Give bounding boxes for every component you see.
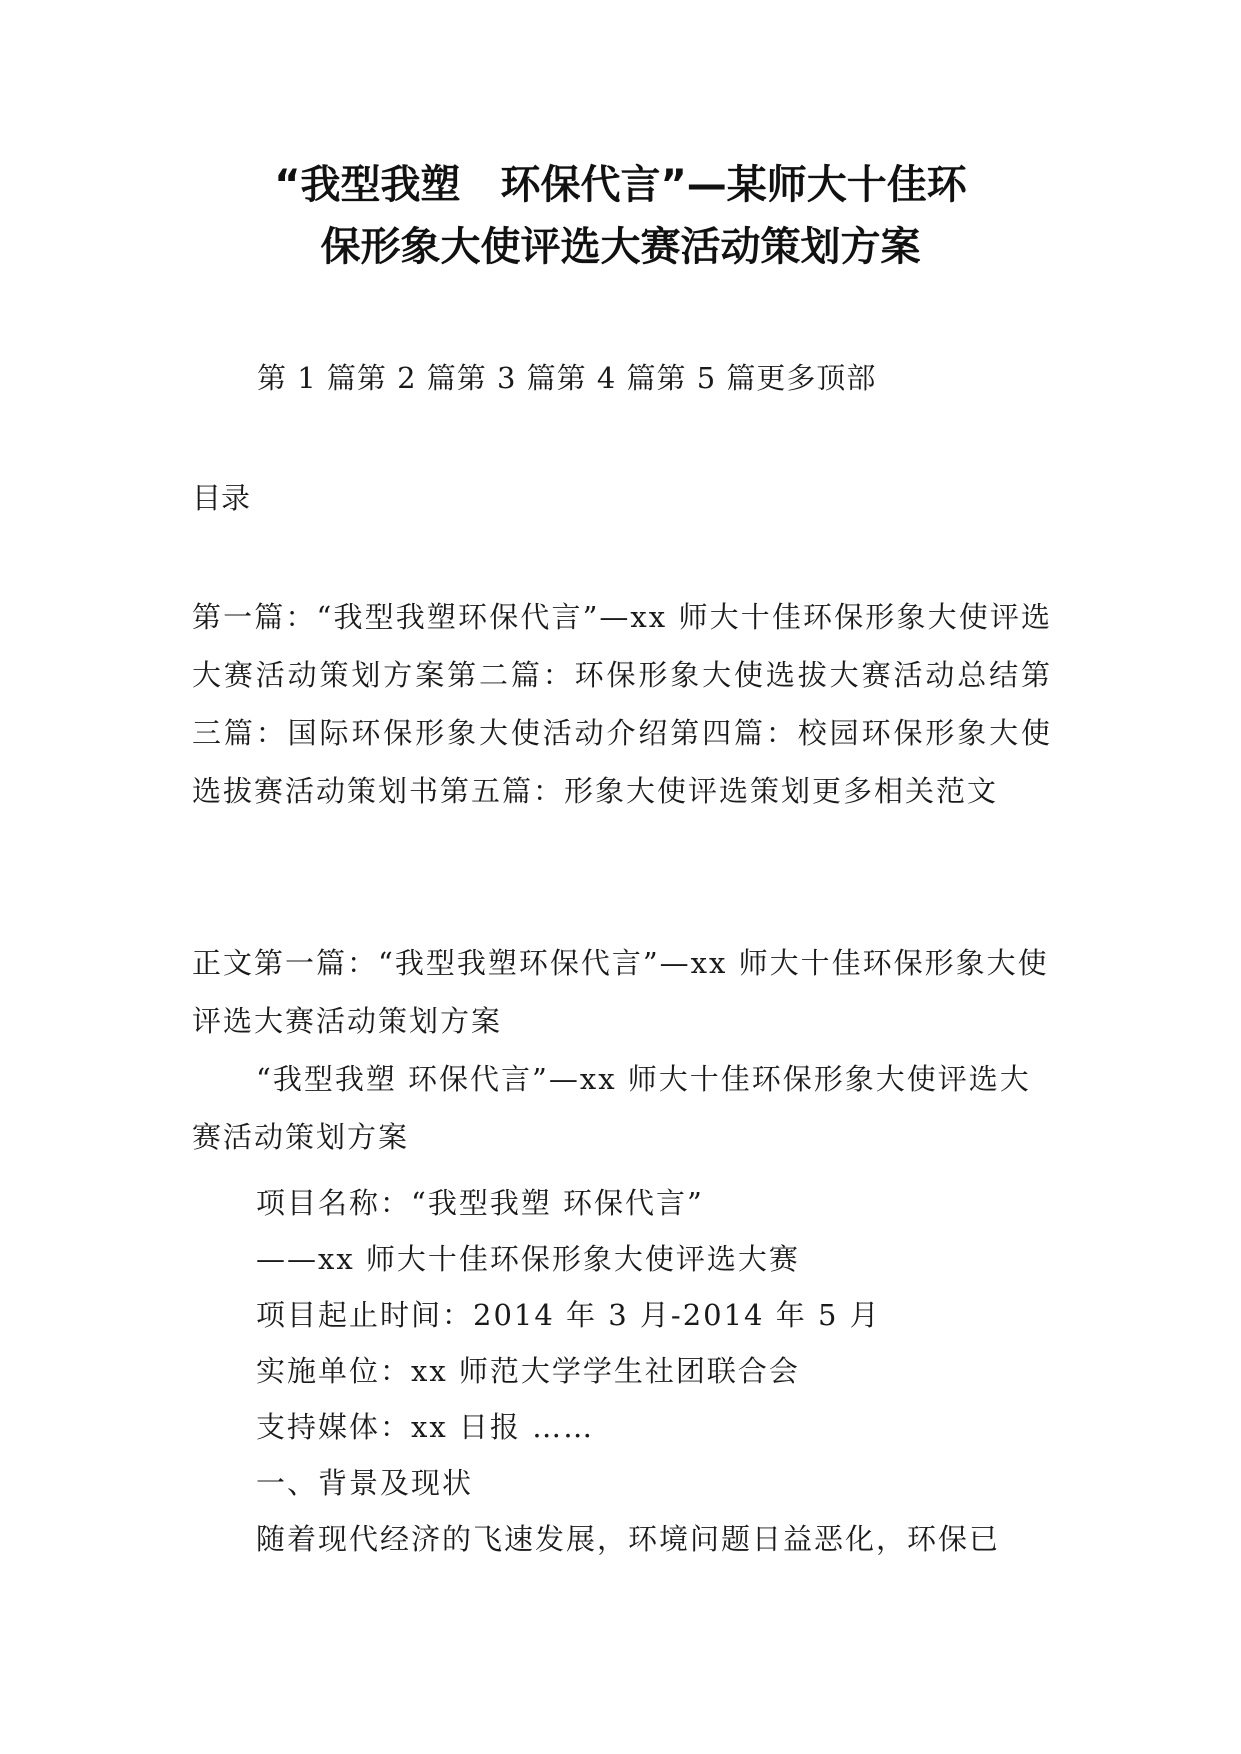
main-subtitle: “我型我塑 环保代言”—xx 师大十佳环保形象大使评选大赛活动策划方案 [192, 1062, 1031, 1154]
project-time: 项目起止时间：2014 年 3 月-2014 年 5 月 [256, 1298, 881, 1332]
document-title-line-1: “我型我塑 环保代言”—某师大十佳环 [274, 162, 967, 208]
document-title-line-2: 保形象大使评选大赛活动策划方案 [320, 224, 921, 270]
main-heading: 正文第一篇：“我型我塑环保代言”—xx 师大十佳环保形象大使评选大赛活动策划方案 [192, 946, 1049, 1038]
toc-body: 第一篇：“我型我塑环保代言”—xx 师大十佳环保形象大使评选大赛活动策划方案第二篇：环保形象大使选拔大赛活动总结第三篇：国际环保形象大使活动介绍第四篇：校园环保形象大使选拔赛活动策划书第五篇：形象大使评选策划更多相关范文 [192, 600, 1052, 808]
article-navigation: 第 1 篇第 2 篇第 3 篇第 4 篇第 5 篇更多顶部 [257, 361, 877, 395]
project-name-continued: ——xx 师大十佳环保形象大使评选大赛 [256, 1242, 800, 1276]
main-heading-block [192, 934, 1052, 1166]
implementing-unit: 实施单位：xx 师范大学学生社团联合会 [256, 1354, 800, 1388]
project-name: 项目名称：“我型我塑 环保代言” [256, 1186, 704, 1220]
section-1-heading: 一、背景及现状 [256, 1466, 474, 1500]
toc-heading: 目录 [192, 481, 251, 515]
section-1-text: 随着现代经济的飞速发展，环境问题日益恶化，环保已 [256, 1522, 1001, 1556]
supporting-media: 支持媒体：xx 日报 …… [256, 1410, 595, 1444]
